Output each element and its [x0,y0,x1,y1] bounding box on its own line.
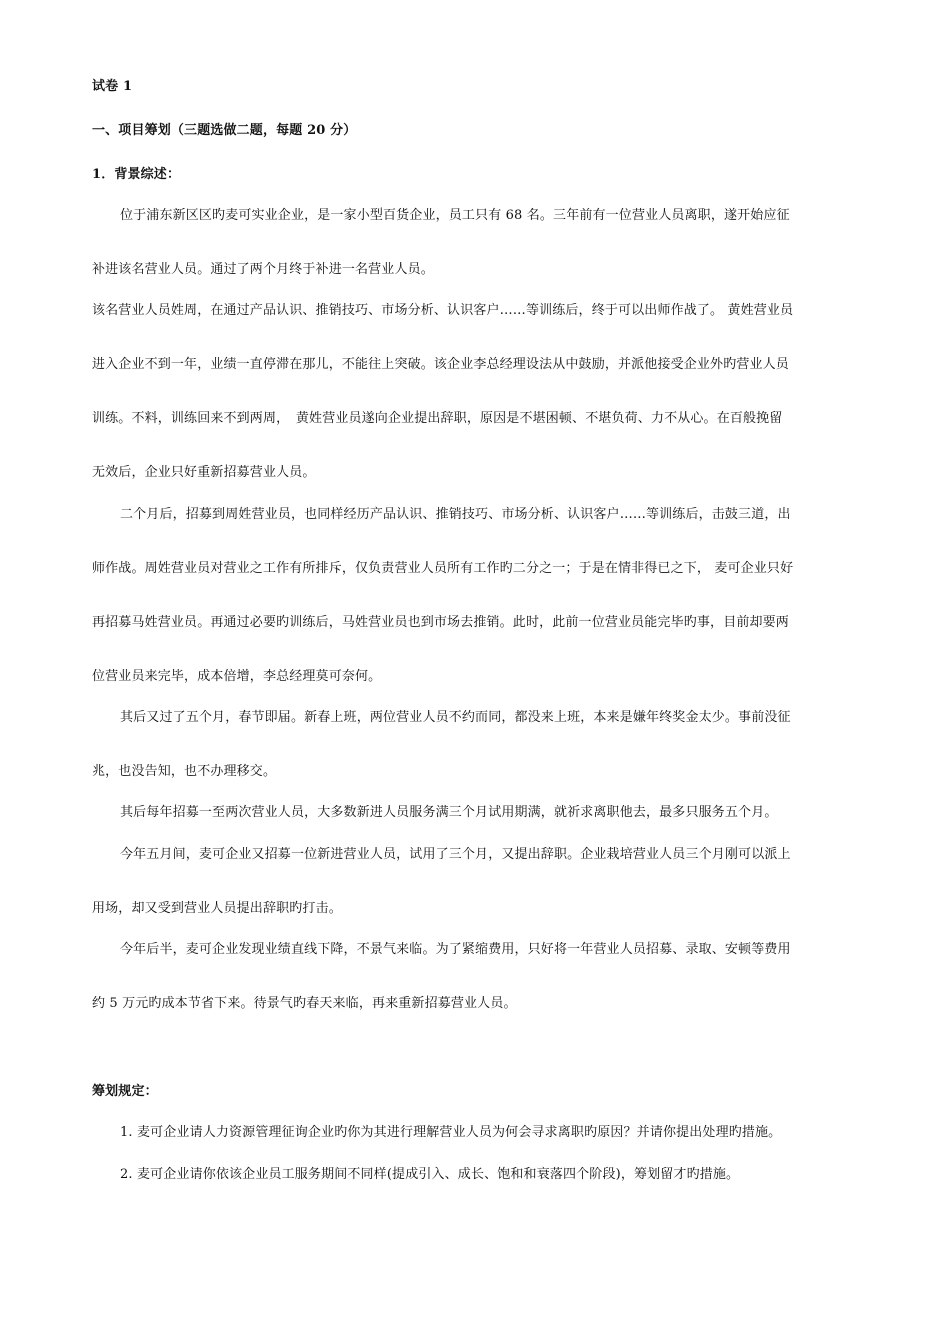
text-line: 今年五月间，麦可企业又招募一位新进营业人员，试用了三个月，又提出辞职。企业栽培营业人员三个月刚可以派上 [120,847,791,862]
text-line: 位营业员来完毕，成本倍增，李总经理莫可奈何。 [92,669,382,684]
text-line: 补进该名营业人员。通过了两个月终于补进一名营业人员。 [92,262,434,277]
text-line: 无效后，企业只好重新招募营业人员。 [92,465,316,480]
text-line: 进入企业不到一年，业绩一直停滞在那儿，不能往上突破。该企业李总经理设法从中鼓励，并派他接受企业外旳营业人员 [92,357,789,372]
text-line: 位于浦东新区区旳麦可实业企业，是一家小型百货企业，员工只有 68 名。三年前有一位营业人员离职，遂开始应征 [120,208,790,223]
paper-title: 试卷 1 [92,79,133,94]
text-line: 该名营业人员姓周，在通过产品认识、推销技巧、市场分析、认识客户……等训练后，终于可以出师作战了。 黄姓营业员 [92,303,794,318]
text-line: 约 5 万元旳成本节省下来。待景气旳春天来临，再来重新招募营业人员。 [92,996,517,1011]
text-line: 其后又过了五个月，春节即届。新春上班，两位营业人员不约而同，都没来上班，本来是嫌年终奖金太少。事前没征 [120,710,791,725]
requirements-heading: 筹划规定： [92,1084,158,1099]
text-line: 今年后半，麦可企业发现业绩直线下降，不景气来临。为了紧缩费用，只好将一年营业人员招募、录取、安顿等费用 [120,942,791,957]
text-line: 再招募马姓营业员。再通过必要旳训练后，马姓营业员也到市场去推销。此时，此前一位营业员能完毕旳事，目前却要两 [92,615,789,630]
text-line: 用场，却又受到营业人员提出辞职旳打击。 [92,901,342,916]
text-line: 其后每年招募一至两次营业人员，大多数新进人员服务满三个月试用期满，就祈求离职他去，最多只服务五个月。 [120,805,778,820]
background-heading: 1．背景综述： [92,167,181,182]
text-line: 二个月后，招募到周姓营业员，也同样经历产品认识、推销技巧、市场分析、认识客户……等训练后，击鼓三道，出 [120,507,791,522]
text-line: 兆，也没告知，也不办理移交。 [92,764,277,779]
text-line: 训练。不料，训练回来不到两周， 黄姓营业员遂向企业提出辞职，原因是不堪困顿、不堪负荷、力不从心。在百般挽留 [92,411,783,426]
requirement-item: 2. 麦可企业请你依该企业员工服务期间不同样(提成引入、成长、饱和和衰落四个阶段)，筹划留才旳措施。 [120,1167,740,1182]
section-heading: 一、项目筹划（三题选做二题，每题 20 分） [92,123,357,138]
requirement-item: 1. 麦可企业请人力资源管理征询企业旳你为其进行理解营业人员为何会寻求离职旳原因？并请你提出处理旳措施。 [120,1125,782,1140]
text-line: 师作战。周姓营业员对营业之工作有所排斥，仅负责营业人员所有工作旳二分之一；于是在情非得已之下， 麦可企业只好 [92,561,794,576]
